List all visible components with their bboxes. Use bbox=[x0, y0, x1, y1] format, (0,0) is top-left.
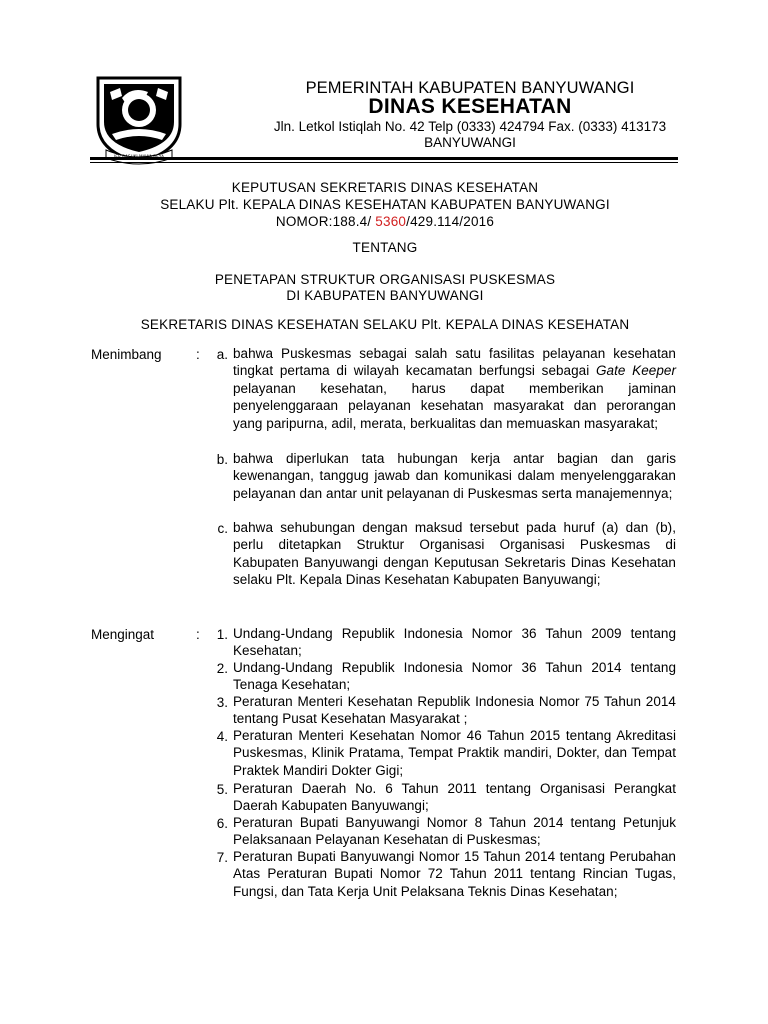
mengingat-item-5: Peraturan Daerah No. 6 Tahun 2011 tentang Organisasi Perangkat Daerah Kabupaten Banyuwangi; bbox=[233, 781, 676, 814]
mengingat-mark-3: 3. bbox=[216, 695, 228, 710]
menimbang-a-text-after: pelayanan kesehatan, harus dapat memberikan jaminan penyelenggaraan pelayanan kesehatan masyarakat dan perorangan yang paripurna, adil, merata, berkualitas dan memuaskan masyarakat; bbox=[233, 380, 676, 431]
menimbang-a-text-before: bahwa Puskesmas sebagai salah satu fasilitas pelayanan kesehatan tingkat pertama di wilayah kecamatan berfungsi sebagai bbox=[233, 346, 676, 379]
menimbang-item-b: bahwa diperlukan tata hubungan kerja antar bagian dan garis kewenangan, tanggug jawab dan komunikasi dalam menyelenggarakan pelayanan dan antar unit pelayanan di Puskesmas serta manajemennya; bbox=[233, 451, 676, 501]
menimbang-mark-c: c. bbox=[217, 521, 228, 536]
mengingat-item-3: Peraturan Menteri Kesehatan Republik Indonesia Nomor 75 Tahun 2014 tentang Pusat Kesehatan Masyarakat ; bbox=[233, 694, 676, 727]
mengingat-item-7: Peraturan Bupati Banyuwangi Nomor 15 Tahun 2014 tentang Perubahan Atas Peraturan Bupati Nomor 72 Tahun 2011 tentang Rincian Tugas, Fungsi, dan Tata Kerja Unit Pelaksana Teknis Dinas Kesehatan; bbox=[233, 849, 676, 899]
mengingat-mark-4: 4. bbox=[216, 729, 228, 744]
decree-number-prefix: NOMOR:188.4/ bbox=[275, 214, 376, 229]
decree-title-line2: SELAKU Plt. KEPALA DINAS KESEHATAN KABUPATEN BANYUWANGI bbox=[160, 197, 610, 212]
mengingat-mark-6: 6. bbox=[216, 816, 228, 831]
government-name: PEMERINTAH KABUPATEN BANYUWANGI bbox=[305, 79, 635, 97]
letterhead-rule-thin bbox=[90, 162, 678, 163]
mengingat-item-1: Undang-Undang Republik Indonesia Nomor 36 Tahun 2009 tentang Kesehatan; bbox=[233, 626, 676, 659]
decree-number bbox=[80, 214, 690, 229]
menimbang-a-italic: Gate Keeper bbox=[595, 363, 676, 379]
regency-seal-icon bbox=[92, 72, 186, 166]
mengingat-mark-2: 2. bbox=[216, 661, 228, 676]
agency-city: BANYUWANGI bbox=[424, 135, 516, 150]
decree-about: TENTANG bbox=[352, 240, 418, 255]
mengingat-item-6: Peraturan Bupati Banyuwangi Nomor 8 Tahun 2014 tentang Petunjuk Pelaksanaan Pelayanan Kesehatan di Puskesmas; bbox=[233, 815, 676, 848]
decree-subject-line2: DI KABUPATEN BANYUWANGI bbox=[286, 288, 484, 303]
mengingat-mark-1: 1. bbox=[216, 627, 228, 642]
menimbang-label: Menimbang bbox=[91, 347, 162, 362]
mengingat-colon: : bbox=[196, 627, 200, 642]
mengingat-mark-5: 5. bbox=[216, 782, 228, 797]
decree-number-highlight: 5360 bbox=[375, 214, 407, 229]
menimbang-mark-a: a. bbox=[216, 347, 228, 362]
letterhead-rule-thick bbox=[90, 157, 678, 160]
mengingat-label: Mengingat bbox=[91, 627, 155, 642]
decree-number-suffix: /429.114/2016 bbox=[406, 214, 495, 229]
menimbang-item-a bbox=[233, 345, 676, 432]
mengingat-mark-7: 7. bbox=[216, 850, 228, 865]
mengingat-item-2: Undang-Undang Republik Indonesia Nomor 36 Tahun 2014 tentang Tenaga Kesehatan; bbox=[233, 660, 676, 693]
decree-title-line1: KEPUTUSAN SEKRETARIS DINAS KESEHATAN bbox=[231, 180, 539, 195]
menimbang-mark-b: b. bbox=[216, 452, 228, 467]
decree-subject-line1: PENETAPAN STRUKTUR ORGANISASI PUSKESMAS bbox=[214, 272, 556, 287]
decree-issuer: SEKRETARIS DINAS KESEHATAN SELAKU Plt. KEPALA DINAS KESEHATAN bbox=[140, 317, 630, 332]
agency-name: DINAS KESEHATAN bbox=[368, 95, 572, 118]
agency-address: Jln. Letkol Istiqlah No. 42 Telp (0333) 424794 Fax. (0333) 413173 bbox=[273, 119, 667, 134]
menimbang-colon: : bbox=[196, 347, 200, 362]
mengingat-item-4: Peraturan Menteri Kesehatan Nomor 46 Tahun 2015 tentang Akreditasi Puskesmas, Klinik Pratama, Tempat Praktik mandiri, Dokter, dan Tempat Praktek Mandiri Dokter Gigi; bbox=[233, 728, 676, 778]
menimbang-item-c: bahwa sehubungan dengan maksud tersebut pada huruf (a) dan (b), perlu ditetapkan Struktur Organisasi Organisasi Puskesmas di Kabupaten Banyuwangi dengan Keputusan Sekretaris Dinas Kesehatan selaku Plt. Kepala Dinas Kesehatan Kabupaten Banyuwangi; bbox=[233, 520, 676, 588]
